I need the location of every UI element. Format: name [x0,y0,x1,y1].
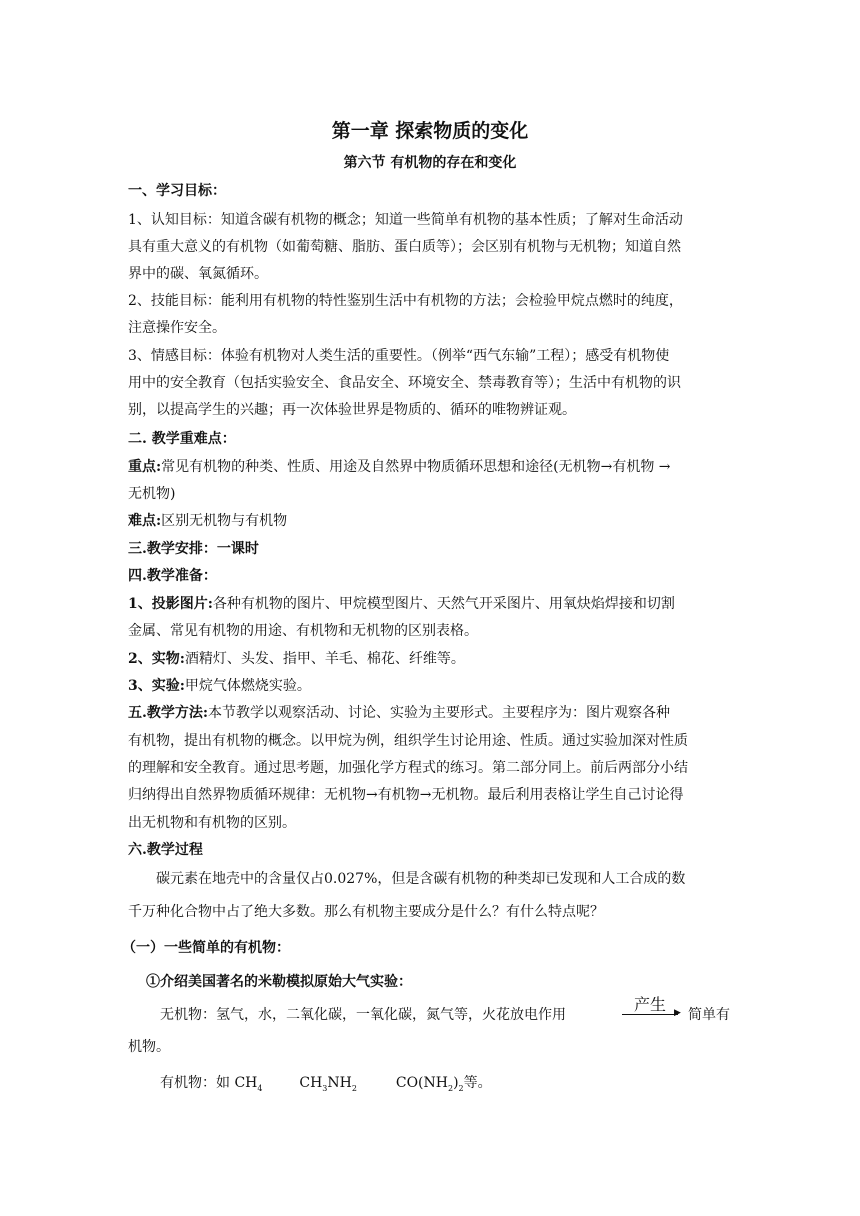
method-line-5: 出无机物和有机物的区别。 [128,815,296,831]
method-line-3: 的理解和安全教育。通过思考题，加强化学方程式的练习。第二部分同上。前后两部分小结 [128,760,688,776]
method-line-4: 归纳得出自然界物质循环规律：无机物→有机物→无机物。最后利用表格让学生自己讨论得 [128,787,684,803]
process-heading: 六.教学过程 [128,842,203,858]
ch3nh2-nh: NH [327,1075,352,1091]
preparation-item-1-cont: 金属、常见有机物的用途、有机物和无机物的区别表格。 [128,623,478,639]
objective-3-line-3: 别，以提高学生的兴趣；再一次体验世界是物质的、循环的唯物辨证观。 [128,402,576,418]
objective-1-line-1: 1、认知目标：知道含碳有机物的概念；知道一些简单有机物的基本性质；了解对生命活动 [128,212,683,228]
objective-1-line-3: 界中的碳、氧氮循环。 [128,266,268,282]
preparation-item-2 [128,648,465,668]
organic-prefix: 有机物：如 CH [160,1075,258,1091]
produce-arrow [622,994,684,1018]
key-point-line-1 [128,456,671,476]
preparation-heading: 四.教学准备： [128,568,217,584]
nh2-sub: 2 [351,1083,357,1093]
difficult-point-text: 区别无机物与有机物 [161,513,288,529]
key-point-text: 常见有机物的种类、性质、用途及自然界中物质循环思想和途径(无机物→有机物 → [161,459,671,475]
preparation-item-1 [128,593,675,613]
preparation-item-1-text: 各种有机物的图片、甲烷模型图片、天然气开采图片、用氧炔焰焊接和切割 [212,596,675,612]
difficult-point [128,510,287,530]
objective-2-line-2: 注意操作安全。 [128,320,226,336]
section-title: 第六节 有机物的存在和变化 [343,155,517,171]
ch3-sub: 3 [322,1083,328,1093]
miller-experiment-item: ①介绍美国著名的米勒模拟原始大气实验： [146,974,412,990]
subsection-heading: （一）一些简单的有机物： [122,940,290,956]
method-text: 本节教学以观察活动、讨论、实验为主要形式。主要程序为：图片观察各种 [208,705,671,721]
inorganic-line [160,1004,566,1024]
inorganic-text: 无机物：氢气，水，二氧化碳，一氧化碳，氮气等，火花放电作用 [160,1007,566,1023]
objectives-heading: 一、学习目标： [128,183,226,199]
preparation-item-2-label: 2、实物: [128,651,185,667]
inorganic-after: 简单有 [688,1007,730,1023]
ch3nh2-ch: CH [299,1075,323,1091]
arrow-line [622,1014,678,1015]
objective-1-line-2: 具有重大意义的有机物（如葡萄糖、脂肪、蛋白质等）；会区别有机物与无机物；知道自然 [128,239,681,255]
arrow-label: 产生 [634,995,667,1014]
arrow-head-icon: ▶ [674,1008,681,1018]
preparation-item-3-label: 3、实验: [128,678,185,694]
urea-co: CO(NH [395,1075,448,1091]
objective-2-line-1: 2、技能目标：能利用有机物的特性鉴别生活中有机物的方法；会检验甲烷点燃时的纯度， [128,293,683,309]
preparation-item-3 [128,675,311,695]
process-para-line-2: 千万种化合物中占了绝大多数。那么有机物主要成分是什么？有什么特点呢？ [128,904,604,920]
objective-3-line-2: 用中的安全教育（包括实验安全、食品安全、环境安全、禁毒教育等）；生活中有机物的识 [128,375,681,391]
preparation-item-2-text: 酒精灯、头发、指甲、羊毛、棉花、纤维等。 [184,651,465,667]
method-label: 五.教学方法: [128,705,209,721]
chapter-title: 第一章 探索物质的变化 [331,120,529,142]
urea-paren: ) [453,1075,459,1091]
organic-line [160,1072,492,1093]
key-points-heading: 二. 教学重难点： [128,431,236,447]
difficult-point-label: 难点: [128,513,162,529]
key-point-label: 重点: [128,459,162,475]
method-line-2: 有机物，提出有机物的概念。以甲烷为例，组织学生讨论用途、性质。通过实验加深对性质 [128,733,688,749]
urea-sub-1: 2 [447,1083,454,1093]
ch4-sub: 4 [257,1083,263,1093]
process-para-line-1: 碳元素在地壳中的含量仅占0.027%，但是含碳有机物的种类却已发现和人工合成的数 [156,871,686,887]
key-point-line-2: 无机物) [128,486,176,502]
urea-sub-2: 2 [458,1083,464,1093]
schedule-heading: 三.教学安排：一课时 [128,541,259,557]
inorganic-cont: 机物。 [128,1039,170,1055]
preparation-item-3-text: 甲烷气体燃烧实验。 [184,678,311,694]
objective-3-line-1: 3、情感目标：体验有机物对人类生活的重要性。（例举“西气东输”工程）；感受有机物使 [128,348,670,364]
preparation-item-1-label: 1、投影图片: [128,596,213,612]
method-line-1 [128,702,670,722]
organic-end: 等。 [463,1075,492,1091]
